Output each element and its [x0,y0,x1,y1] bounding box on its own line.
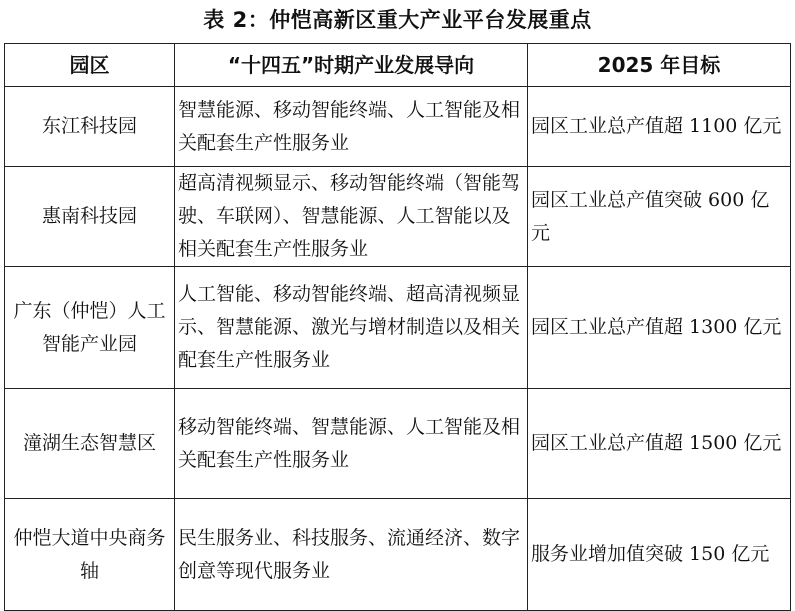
table-caption: 表 2：仲恺高新区重大产业平台发展重点 [203,8,592,32]
table-row [5,87,791,167]
direction-cell: 超高清视频显示、移动智能终端（智能驾驶、车联网）、智慧能源、人工智能以及相关配套生产性服务业 [175,167,528,267]
target-cell: 服务业增加值突破 150 亿元 [528,499,791,611]
target-cell: 园区工业总产值超 1300 亿元 [528,267,791,389]
target-cell: 园区工业总产值突破 600 亿元 [528,167,791,267]
table-row [5,389,791,499]
direction-cell: 智慧能源、移动智能终端、人工智能及相关配套生产性服务业 [175,87,528,167]
park-cell: 惠南科技园 [5,167,175,267]
header-park: 园区 [5,44,175,87]
direction-cell: 民生服务业、科技服务、流通经济、数字创意等现代服务业 [175,499,528,611]
header-direction: “十四五”时期产业发展导向 [175,44,528,87]
table-row [5,267,791,389]
target-cell: 园区工业总产值超 1500 亿元 [528,389,791,499]
table-header-row [5,44,791,87]
park-cell: 仲恺大道中央商务轴 [5,499,175,611]
table-row [5,499,791,611]
park-cell: 东江科技园 [5,87,175,167]
direction-cell: 人工智能、移动智能终端、超高清视频显示、智慧能源、激光与增材制造以及相关配套生产性服务业 [175,267,528,389]
park-cell: 潼湖生态智慧区 [5,389,175,499]
header-target: 2025 年目标 [528,44,791,87]
table-row [5,167,791,267]
industry-platform-table [4,43,791,611]
park-cell: 广东（仲恺）人工智能产业园 [5,267,175,389]
target-cell: 园区工业总产值超 1100 亿元 [528,87,791,167]
direction-cell: 移动智能终端、智慧能源、人工智能及相关配套生产性服务业 [175,389,528,499]
